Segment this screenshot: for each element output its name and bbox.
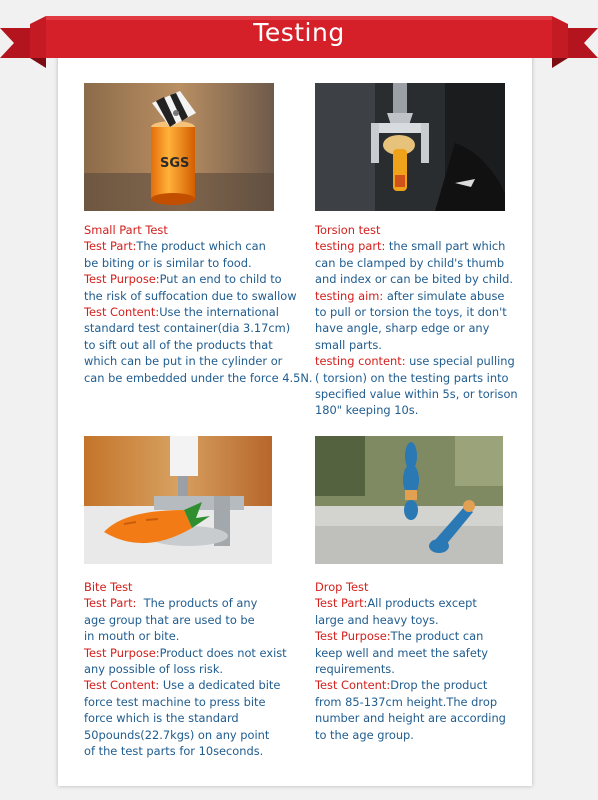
testing-aim-label: testing aim: bbox=[315, 288, 384, 303]
test-purpose-text-cont: keep well and meet the safety bbox=[315, 645, 489, 660]
test-content-text-cont: which can be put in the cylinder or bbox=[84, 354, 283, 369]
test-content-text-cont: force test machine to press bite bbox=[84, 694, 266, 709]
test-content-text-cont: force which is the standard bbox=[84, 711, 239, 726]
test-part-text: The products of any bbox=[136, 596, 258, 611]
bite-test-photo bbox=[84, 436, 272, 564]
torsion-test-photo bbox=[315, 83, 505, 211]
test-part-text-cont: in mouth or bite. bbox=[84, 629, 180, 644]
test-purpose-text-cont: the risk of suffocation due to swallow bbox=[84, 288, 297, 303]
small-part-test-heading: Small Part Test bbox=[84, 223, 168, 237]
bite-test-heading: Bite Test bbox=[84, 580, 133, 594]
test-content-label: Test Content: bbox=[84, 678, 160, 693]
test-purpose-text: The product can bbox=[390, 629, 484, 644]
torsion-test-heading: Torsion test bbox=[315, 223, 381, 237]
test-content-text-cont: of the test parts for 10seconds. bbox=[84, 743, 264, 758]
test-part-text-cont: age group that are used to be bbox=[84, 612, 255, 627]
test-part-text: The product which can bbox=[136, 239, 266, 254]
test-part-label: Test Part: bbox=[84, 596, 137, 611]
torsion-test-text bbox=[315, 222, 518, 419]
testing-content-text: use special pulling bbox=[405, 354, 515, 369]
test-content-text-cont: standard test container(dia 3.17cm) bbox=[84, 321, 291, 336]
test-purpose-label: Test Purpose: bbox=[315, 629, 391, 644]
test-content-text-cont: from 85-137cm height.The drop bbox=[315, 694, 498, 709]
test-content-text: Use a dedicated bite bbox=[159, 678, 281, 693]
small-part-test-photo bbox=[84, 83, 274, 211]
test-part-label: Test Part: bbox=[84, 239, 137, 254]
small-part-test-text bbox=[84, 222, 312, 386]
testing-content-text-cont: 180" keeping 10s. bbox=[315, 403, 419, 418]
test-content-text-cont: to sift out all of the products that bbox=[84, 337, 273, 352]
test-part-text-cont: large and heavy toys. bbox=[315, 612, 439, 627]
testing-aim-text: after simulate abuse bbox=[383, 288, 505, 303]
test-purpose-label: Test Purpose: bbox=[84, 272, 160, 287]
test-content-label: Test Content: bbox=[84, 304, 160, 319]
test-content-text-cont: can be embedded under the force 4.5N. bbox=[84, 370, 313, 385]
testing-content-text-cont: specified value within 5s, or torison bbox=[315, 386, 518, 401]
testing-aim-text-cont: small parts. bbox=[315, 337, 382, 352]
test-purpose-text: Put an end to child to bbox=[159, 272, 282, 287]
drop-test-text bbox=[315, 579, 506, 743]
test-purpose-text: Product does not exist bbox=[159, 645, 287, 660]
test-part-text-cont: be biting or is similar to food. bbox=[84, 255, 252, 270]
test-purpose-text-cont: requirements. bbox=[315, 661, 395, 676]
test-content-text-cont: number and height are according bbox=[315, 711, 506, 726]
test-content-text-cont: 50pounds(22.7kgs) on any point bbox=[84, 727, 270, 742]
bite-test-text bbox=[84, 579, 287, 759]
test-content-text: Drop the product bbox=[390, 678, 488, 693]
drop-test-photo bbox=[315, 436, 503, 564]
testing-part-label: testing part: bbox=[315, 239, 386, 254]
testing-content-label: testing content: bbox=[315, 354, 406, 369]
page-title: Testing bbox=[253, 18, 345, 47]
test-content-text-cont: to the age group. bbox=[315, 727, 414, 742]
testing-aim-text-cont: to pull or torsion the toys, it don't bbox=[315, 304, 507, 319]
testing-content-text-cont: ( torsion) on the testing parts into bbox=[315, 370, 509, 385]
test-purpose-label: Test Purpose: bbox=[84, 645, 160, 660]
sgs-logo-text: SGS bbox=[160, 156, 190, 171]
test-part-label: Test Part: bbox=[315, 596, 368, 611]
testing-part-text-cont: can be clamped by child's thumb bbox=[315, 255, 505, 270]
title-banner bbox=[0, 0, 598, 80]
testing-part-text-cont: and index or can be bited by child. bbox=[315, 272, 514, 287]
test-content-label: Test Content: bbox=[315, 678, 391, 693]
drop-test-heading: Drop Test bbox=[315, 580, 369, 594]
test-part-text: All products except bbox=[367, 596, 477, 611]
testing-aim-text-cont: have angle, sharp edge or any bbox=[315, 321, 490, 336]
test-content-text: Use the international bbox=[159, 304, 279, 319]
test-purpose-text-cont: any possible of loss risk. bbox=[84, 661, 224, 676]
testing-part-text: the small part which bbox=[385, 239, 506, 254]
